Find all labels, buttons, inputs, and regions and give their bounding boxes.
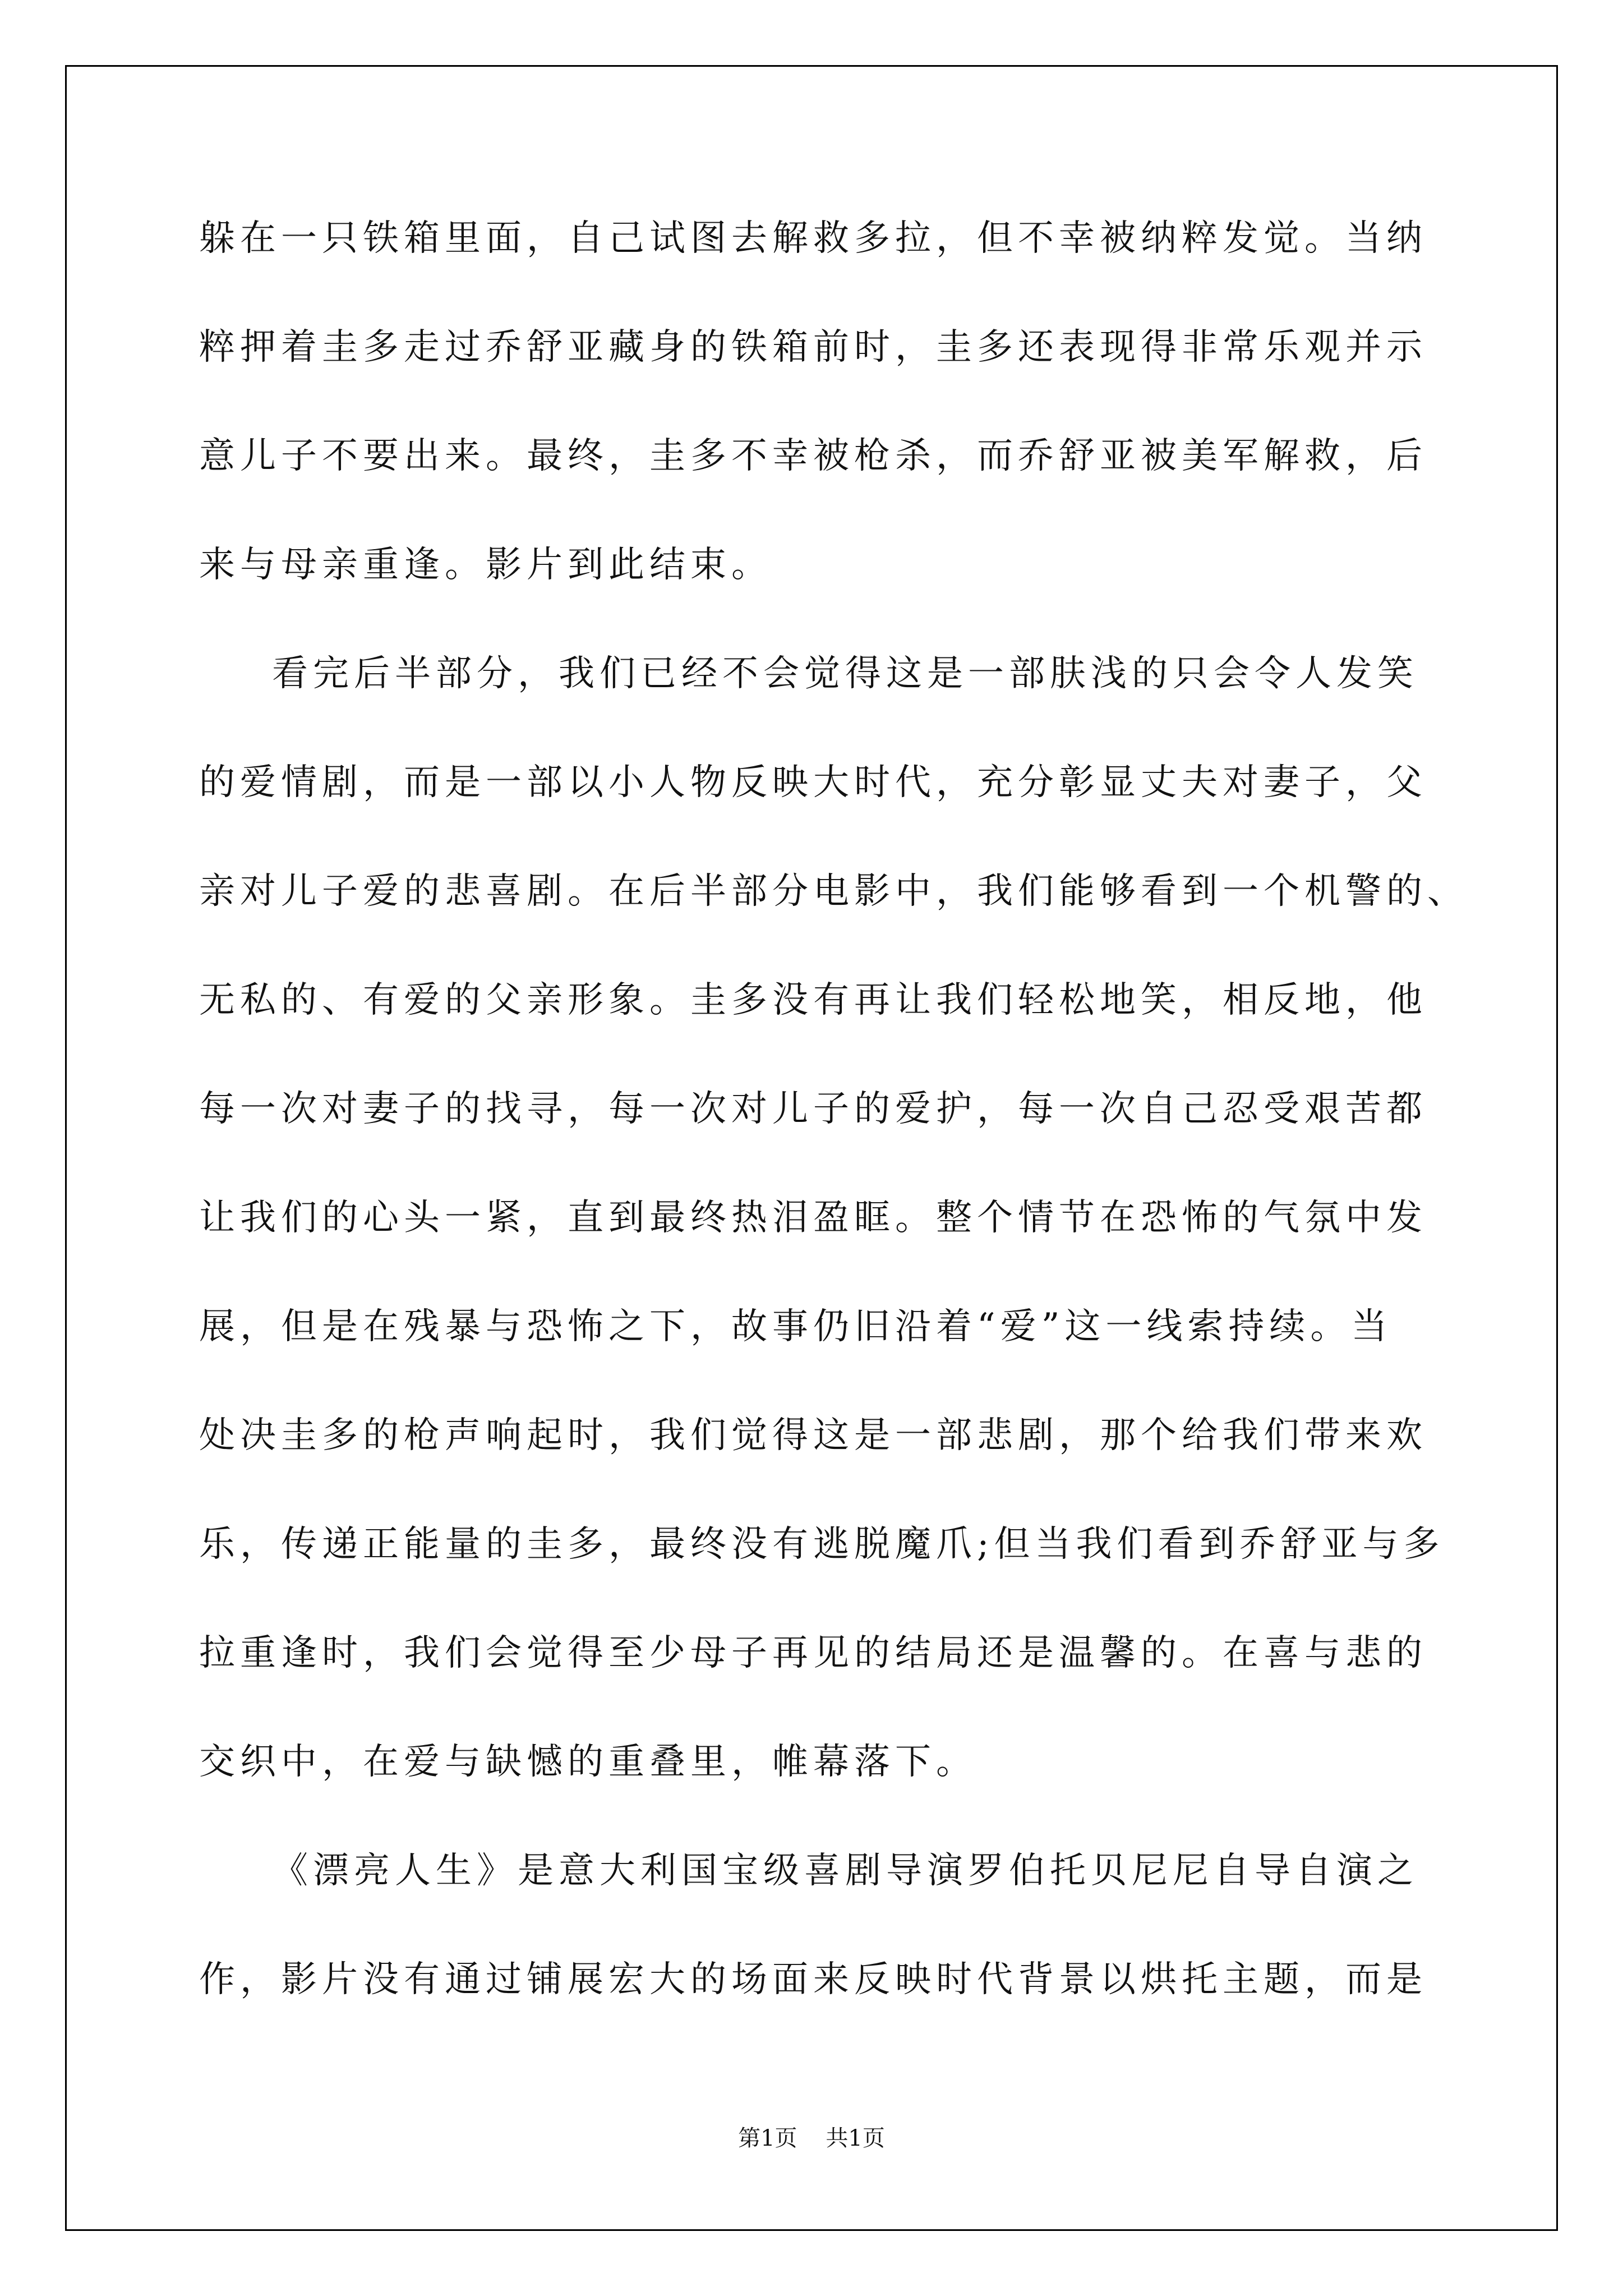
text-line: 意儿子不要出来。最终，圭多不幸被枪杀，而乔舒亚被美军解救，后 (199, 435, 1427, 477)
text-line: 亲对儿子爱的悲喜剧。在后半部分电影中，我们能够看到一个机警的、 (199, 871, 1468, 912)
text-line: 作，影片没有通过铺展宏大的场面来反映时代背景以烘托主题，而是 (199, 1959, 1427, 2000)
page-footer: 第1页 共1页 (738, 2125, 885, 2151)
text-line: 粹押着圭多走过乔舒亚藏身的铁箱前时，圭多还表现得非常乐观并示 (199, 326, 1427, 368)
text-line: 展，但是在残暴与恐怖之下，故事仍旧沿着“爱”这一线索持续。当 (199, 1306, 1393, 1347)
text-line: 躲在一只铁箱里面，自己试图去解救多拉，但不幸被纳粹发觉。当纳 (199, 218, 1427, 259)
text-line: 交织中，在爱与缺憾的重叠里，帷幕落下。 (199, 1741, 977, 1783)
text-line: 无私的、有爱的父亲形象。圭多没有再让我们轻松地笑，相反地，他 (199, 979, 1427, 1021)
text-line: 的爱情剧，而是一部以小人物反映大时代，充分彰显丈夫对妻子，父 (199, 762, 1427, 803)
paragraph-first-line: 《漂亮人生》是意大利国宝级喜剧导演罗伯托贝尼尼自导自演之 (272, 1850, 1418, 1892)
text-line: 让我们的心头一紧，直到最终热泪盈眶。整个情节在恐怖的气氛中发 (199, 1197, 1427, 1239)
text-line: 乐，传递正能量的圭多，最终没有逃脱魔爪;但当我们看到乔舒亚与多 (199, 1524, 1445, 1565)
text-line: 拉重逢时，我们会觉得至少母子再见的结局还是温馨的。在喜与悲的 (199, 1632, 1427, 1674)
text-line: 来与母亲重逢。影片到此结束。 (199, 544, 772, 586)
text-line: 每一次对妻子的找寻，每一次对儿子的爱护，每一次自己忍受艰苦都 (199, 1088, 1427, 1130)
page-border (65, 65, 1558, 2231)
text-line: 处决圭多的枪声响起时，我们觉得这是一部悲剧，那个给我们带来欢 (199, 1415, 1427, 1456)
paragraph-first-line: 看完后半部分，我们已经不会觉得这是一部肤浅的只会令人发笑 (272, 653, 1418, 694)
